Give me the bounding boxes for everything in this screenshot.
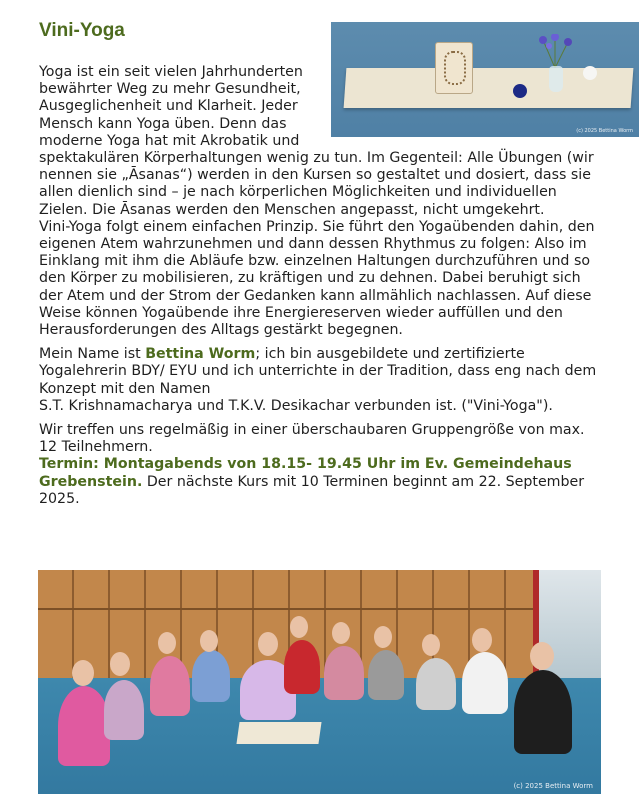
paragraph-teacher: Mein Name ist Bettina Worm; ich bin ausgebildete und zertifizierte Yogalehrerin BDY/ EYU und ich unterrichte in der Tradition, dass eng nach dem Konzept mit den Namen S.T. Krishnamacharya und T.K.V. Desikachar verbunden ist. ("Vini-Yoga").: [39, 346, 597, 414]
photo-credit: (c) 2025 Bettina Worm: [576, 128, 633, 134]
teacher-name: Bettina Worm: [145, 346, 256, 363]
flowers-icon: [535, 34, 575, 68]
paragraph-schedule: Wir treffen uns regelmäßig in einer überschaubaren Gruppengröße von max. 12 Teilnehmern. Termin: Montagabends von 18.15- 19.45 Uhr im Ev. Gemeindehaus Grebenstein. Der nächste Kurs mit 10 Terminen beginnt am 22. September 2025.: [39, 422, 585, 507]
group-photo: [38, 570, 601, 794]
paragraph-intro: Yoga ist ein seit vielen Jahrhunderten bewährter Weg zu mehr Gesundheit, Ausgeglichenheit und Klarheit. Jeder Mensch kann Yoga üben. Denn das moderne Yoga hat mit Akrobatik und spektakulären Körperhaltungen wenig zu tun. Im Gegenteil: Alle Übungen (wir nennen sie „Āsanas“) werden in den Kursen so gestaltet und dosiert, dass sie allen dienlich sind – je nach körperlichen Möglichkeiten und individuellen Zielen. Die Āsanas werden den Menschen angepasst, nicht umgekehrt.: [39, 64, 594, 218]
paragraph-principle: Vini-Yoga folgt einem einfachen Prinzip. Sie führt den Yogaübenden dahin, den eigenen Atem wahrzunehmen und dann dessen Rhythmus zu folgen: Also im Einklang mit ihm die Abläufe bzw. einzelnen Haltungen durchzuführen und so den Körper zu mobilisieren, zu kräftigen und zu dehnen. Dabei beruhigt sich der Atem und der Strom der Gedanken kann allmählich nachlassen. Auf diese Weise können Yogaübende ihre Energiereserven wieder auffüllen und den Herausforderungen des Alltags gestärkt begegnen.: [39, 218, 595, 339]
page-title: Vini-Yoga: [39, 20, 125, 41]
photo-credit: (c) 2025 Bettina Worm: [513, 782, 593, 790]
schedule-termin: Termin: Montagabends von 18.15- 19.45 Uhr im Ev. Gemeindehaus Grebenstein.: [39, 456, 572, 490]
article-body: [39, 64, 599, 508]
